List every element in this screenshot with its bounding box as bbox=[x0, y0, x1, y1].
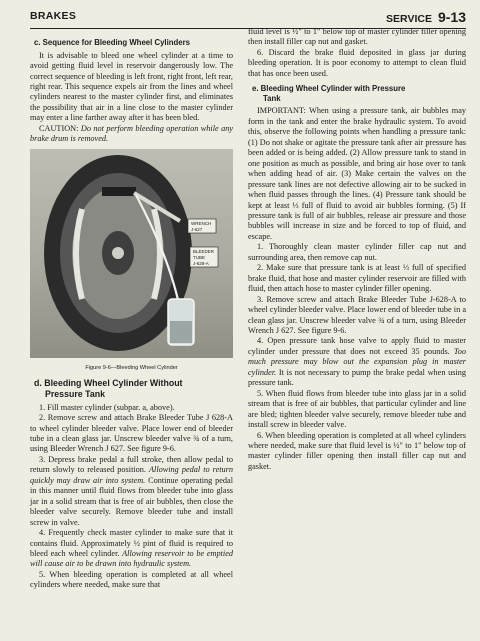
step-3: 3. Depress brake pedal a full stroke, then allow pedal to return slowly to released position. Allowing pedal to return quickly may draw air into system. Continue operating pedal in this manner until fluid flows from bleeder tube into glass jar in a solid stream that is free of air bubbles, then close the bleeder valve securely. Remove bleeder tube and install screw in valve. bbox=[30, 454, 234, 527]
jar-fluid bbox=[170, 321, 192, 343]
left-column bbox=[30, 36, 233, 591]
heading-d-line1: d. Bleeding Wheel Cylinder Without bbox=[34, 377, 183, 388]
step-2: 2. Remove screw and attach Brake Bleeder Tube J 628-A to wheel cylinder bleeder valve. Place lower end of bleeder tube in a clean glass jar. Unscrew bleeder valve ¾ of a turn, using Bleeder Wrench J 627. See figure 9-6. bbox=[30, 413, 233, 454]
figure-label: TUBE bbox=[193, 254, 206, 260]
right-column bbox=[248, 27, 466, 472]
heading-c: c. Sequence for Bleeding Wheel Cylinders bbox=[34, 38, 190, 47]
figure-label: WRENCH bbox=[191, 220, 212, 226]
page-header bbox=[30, 6, 466, 29]
step-e5: 5. When fluid flows from bleeder tube into glass jar in a solid stream that is free of air bubbles, that particular cylinder and line are bled; tighten bleeder valve securely, remove bleeder tube and install screw in bleeder valve. bbox=[248, 388, 466, 430]
figure-bleeding-wheel-cylinder bbox=[30, 149, 233, 358]
section-title: BRAKES bbox=[30, 10, 77, 22]
heading-d bbox=[34, 378, 233, 400]
step-e2: 2. Make sure that pressure tank is at least ⅓ full of specified brake fluid, that hose and master cylinder reservoir are filled with fluid, then attach hose to master cylinder filler opening. bbox=[248, 263, 466, 294]
step-6: 6. Discard the brake fluid deposited in glass jar during bleeding operation. It is poor economy to attempt to clean fluid that has once been used. bbox=[248, 47, 466, 78]
caution-text: Do not perform bleeding operation while any brake drum is removed. bbox=[30, 123, 234, 144]
important-note: IMPORTANT: When using a pressure tank, air bubbles may form in the tank and enter the brake hydraulic system. To avoid this, observe the following points when handling a pressure tank: (1) Do not shake or agitate the pressure tank after air pressure has been added or is being added. (2) Allow pressure tank to stand in one position as much as possible, and bring air hose over to tank when adding head of air. (3) Make certain the valves on the pressure tank lines are not defective allowing air to be sucked in when fluid passes through the lines. (4) Pressure tank should be kept at least ⅓ full of fluid to avoid air bubbles forming. (5) If pressure tank is full of air bubbles, release air pressure and those bubbles will increase in size and be forced to top of fluid, and escape. bbox=[248, 106, 466, 241]
step-e6: 6. When bleeding operation is completed at all wheel cylinders where needed, make sure that fluid level is ½" to 1" below top of master cylinder filler opening then install filler cap nut and gasket. bbox=[248, 430, 466, 471]
paragraph-continued: fluid level is ½" to 1" below top of master cylinder filler opening then install filler cap nut and gasket. bbox=[248, 27, 466, 47]
step-1: 1. Fill master cylinder (subpar. a, above). bbox=[39, 402, 175, 412]
caution-paragraph bbox=[30, 124, 233, 145]
step-5: 5. When bleeding operation is completed at all wheel cylinders where needed, make sure that bbox=[30, 569, 233, 590]
figure-label: J-627 bbox=[191, 226, 203, 232]
wheel-illustration bbox=[30, 149, 233, 358]
hub-center bbox=[112, 247, 124, 259]
page-number: 9-13 bbox=[437, 9, 466, 25]
heading-d-line2: Pressure Tank bbox=[45, 388, 105, 399]
caution-label: CAUTION: bbox=[39, 123, 79, 133]
wheel-cylinder bbox=[102, 187, 136, 196]
paragraph: It is advisable to bleed one wheel cylinder at a time to avoid getting fluid level in reservoir dangerously low. The correct sequence of bleeding is left front, right front, left rear, right rear. This sequence expels air from the lines and wheel cylinders nearest to the master cylinder first, and eliminates the possibility that air in a line close to the master cylinder may enter a line farther away after it has been bled. bbox=[30, 50, 233, 123]
heading-e bbox=[252, 84, 466, 103]
heading-e-line2: Tank bbox=[263, 93, 281, 103]
step-4: 4. Frequently check master cylinder to make sure that it contains fluid. Approximately ½ pint of fluid is required to bleed each wheel cylinder. Allowing reservoir to be emptied will cause air to be drawn into hydraulic system. bbox=[30, 528, 233, 569]
chapter-title: SERVICE bbox=[386, 13, 432, 25]
step-e1: 1. Thoroughly clean master cylinder filler cap nut and surrounding area, then remove cap nut. bbox=[248, 242, 466, 262]
figure-label: J-628-A bbox=[193, 260, 209, 266]
figure-caption: Figure 9-6—Bleeding Wheel Cylinder bbox=[85, 364, 178, 371]
step-e4: 4. Open pressure tank hose valve to apply fluid to master cylinder under pressure that does not exceed 35 pounds. Too much pressure may blow out the expansion plug in master cylinder. It is not necessary to pump the brake pedal when using pressure tank. bbox=[248, 336, 467, 388]
step-e3: 3. Remove screw and attach Brake Bleeder Tube J-628-A to wheel cylinder bleeder valve. Place lower end of bleeder tube in a clean glass jar. Unscrew bleeder valve ¾ of a turn, using Bleeder Wrench J 627. See figure 9-6. bbox=[248, 294, 466, 335]
chapter-label bbox=[386, 9, 466, 25]
figure-label: BLEEDER bbox=[193, 248, 215, 254]
heading-e-line1: e. Bleeding Wheel Cylinder with Pressure bbox=[252, 84, 406, 94]
